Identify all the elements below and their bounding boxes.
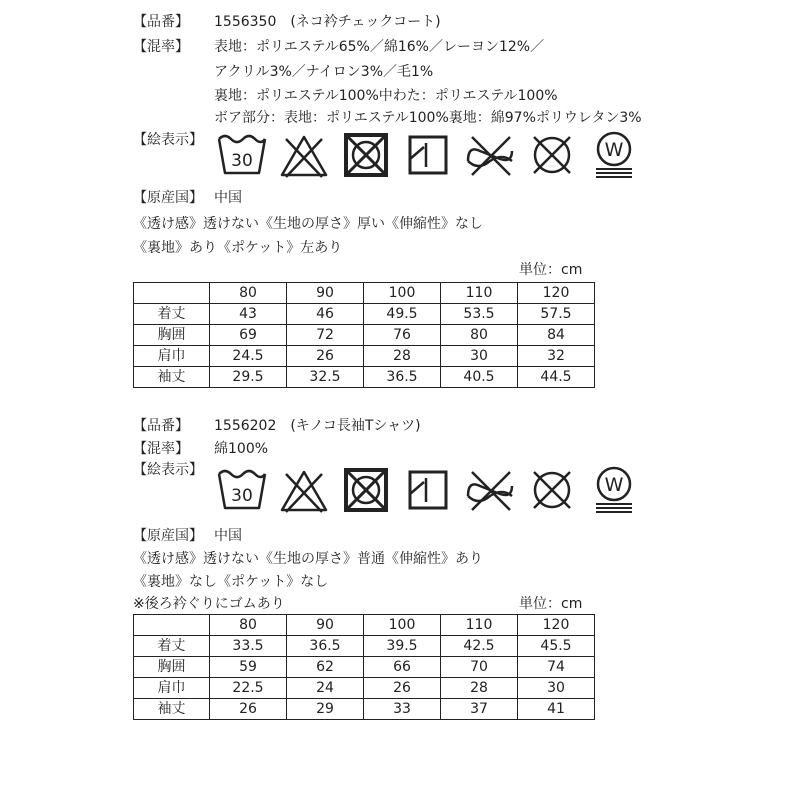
table-cell: 46 (287, 304, 364, 325)
table-cell: 28 (364, 346, 441, 367)
table-cell: 62 (287, 657, 364, 678)
material-line: 表地：ポリエステル65%／綿16%／レーヨン12%／ (214, 39, 545, 55)
table-cell: 36.5 (364, 367, 441, 388)
table-cell: 49.5 (364, 304, 441, 325)
table-row (134, 304, 595, 325)
wash-30-icon (216, 466, 268, 514)
no-dry-clean-icon (526, 466, 578, 514)
table-header-row (134, 283, 595, 304)
material-line: 綿100% (214, 441, 269, 457)
material-line: 裏地：ポリエステル100%中わた：ポリエステル100% (214, 88, 558, 104)
drip-dry-icon (402, 131, 454, 179)
table-cell: 45.5 (518, 636, 595, 657)
table-cell: 80 (441, 325, 518, 346)
table-cell: 32.5 (287, 367, 364, 388)
table-row (134, 325, 595, 346)
table-cell: 37 (441, 699, 518, 720)
row-label: 袖丈 (134, 367, 210, 388)
row-label: 胸囲 (134, 657, 210, 678)
size-header: 100 (364, 283, 441, 304)
no-dry-clean-icon (526, 131, 578, 179)
table-row (134, 657, 595, 678)
table-header-row (134, 615, 595, 636)
table-cell: 32 (518, 346, 595, 367)
row-label: 袖丈 (134, 699, 210, 720)
table-cell: 29 (287, 699, 364, 720)
wet-clean-icon (588, 131, 640, 179)
table-cell: 39.5 (364, 636, 441, 657)
table-cell: 24 (287, 678, 364, 699)
table-cell: 41 (518, 699, 595, 720)
size-header: 120 (518, 283, 595, 304)
no-wring-icon (464, 466, 516, 514)
row-label: 着丈 (134, 304, 210, 325)
origin-label: 【原産国】 (133, 190, 203, 206)
table-cell: 33.5 (210, 636, 287, 657)
table-cell: 33 (364, 699, 441, 720)
size-header: 80 (210, 283, 287, 304)
svg-text:30: 30 (231, 486, 253, 506)
note-line: 《裏地》なし《ポケット》なし (133, 574, 329, 590)
table-cell: 43 (210, 304, 287, 325)
product-code-label: 【品番】 (133, 418, 189, 434)
table-cell: 42.5 (441, 636, 518, 657)
material-label: 【混率】 (133, 441, 189, 457)
size-header: 80 (210, 615, 287, 636)
no-tumble-dry-icon (340, 131, 392, 179)
table-cell: 40.5 (441, 367, 518, 388)
table-row (134, 699, 595, 720)
table-corner-cell (134, 283, 210, 304)
unit-label: 単位：cm (519, 596, 583, 612)
svg-text:W: W (604, 474, 624, 496)
wet-clean-icon (588, 466, 640, 514)
table-cell: 66 (364, 657, 441, 678)
material-line: アクリル3%／ナイロン3%／毛1% (214, 64, 434, 80)
no-bleach-icon (278, 131, 330, 179)
row-label: 肩巾 (134, 346, 210, 367)
size-header: 110 (441, 615, 518, 636)
table-row (134, 346, 595, 367)
note-line: 《透け感》透けない《生地の厚さ》厚い《伸縮性》なし (133, 216, 483, 232)
table-cell: 30 (441, 346, 518, 367)
material-line: ボア部分：表地：ポリエステル100%裏地：綿97%ポリウレタン3% (214, 110, 642, 126)
drip-dry-icon (402, 466, 454, 514)
table-cell: 36.5 (287, 636, 364, 657)
table-row (134, 636, 595, 657)
material-label: 【混率】 (133, 39, 189, 55)
size-header: 120 (518, 615, 595, 636)
care-label: 【絵表示】 (133, 132, 203, 148)
table-cell: 53.5 (441, 304, 518, 325)
svg-text:W: W (604, 139, 624, 161)
size-header: 100 (364, 615, 441, 636)
table-cell: 59 (210, 657, 287, 678)
table-cell: 76 (364, 325, 441, 346)
table-cell: 26 (364, 678, 441, 699)
size-table (133, 614, 595, 720)
table-cell: 84 (518, 325, 595, 346)
table-cell: 57.5 (518, 304, 595, 325)
product-code: 1556350 (ネコ衿チェックコート) (214, 14, 441, 30)
size-header: 90 (287, 283, 364, 304)
table-cell: 72 (287, 325, 364, 346)
table-cell: 69 (210, 325, 287, 346)
origin-label: 【原産国】 (133, 528, 203, 544)
extra-note: ※後ろ衿ぐりにゴムあり (133, 596, 285, 612)
table-cell: 29.5 (210, 367, 287, 388)
size-table (133, 282, 595, 388)
size-header: 110 (441, 283, 518, 304)
table-row (134, 678, 595, 699)
no-wring-icon (464, 131, 516, 179)
table-cell: 30 (518, 678, 595, 699)
table-corner-cell (134, 615, 210, 636)
origin-value: 中国 (214, 190, 242, 206)
table-cell: 70 (441, 657, 518, 678)
table-cell: 26 (210, 699, 287, 720)
table-cell: 74 (518, 657, 595, 678)
table-cell: 26 (287, 346, 364, 367)
row-label: 肩巾 (134, 678, 210, 699)
svg-text:30: 30 (231, 151, 253, 171)
note-line: 《透け感》透けない《生地の厚さ》普通《伸縮性》あり (133, 551, 483, 567)
table-cell: 22.5 (210, 678, 287, 699)
table-row (134, 367, 595, 388)
table-cell: 28 (441, 678, 518, 699)
wash-30-icon (216, 131, 268, 179)
origin-value: 中国 (214, 528, 242, 544)
row-label: 胸囲 (134, 325, 210, 346)
unit-label: 単位：cm (519, 262, 583, 278)
table-cell: 24.5 (210, 346, 287, 367)
table-cell: 44.5 (518, 367, 595, 388)
no-bleach-icon (278, 466, 330, 514)
no-tumble-dry-icon (340, 466, 392, 514)
product-code: 1556202 (キノコ長袖Tシャツ) (214, 418, 421, 434)
product-code-label: 【品番】 (133, 14, 189, 30)
size-header: 90 (287, 615, 364, 636)
care-label: 【絵表示】 (133, 462, 203, 478)
row-label: 着丈 (134, 636, 210, 657)
note-line: 《裏地》あり《ポケット》左あり (133, 240, 343, 256)
